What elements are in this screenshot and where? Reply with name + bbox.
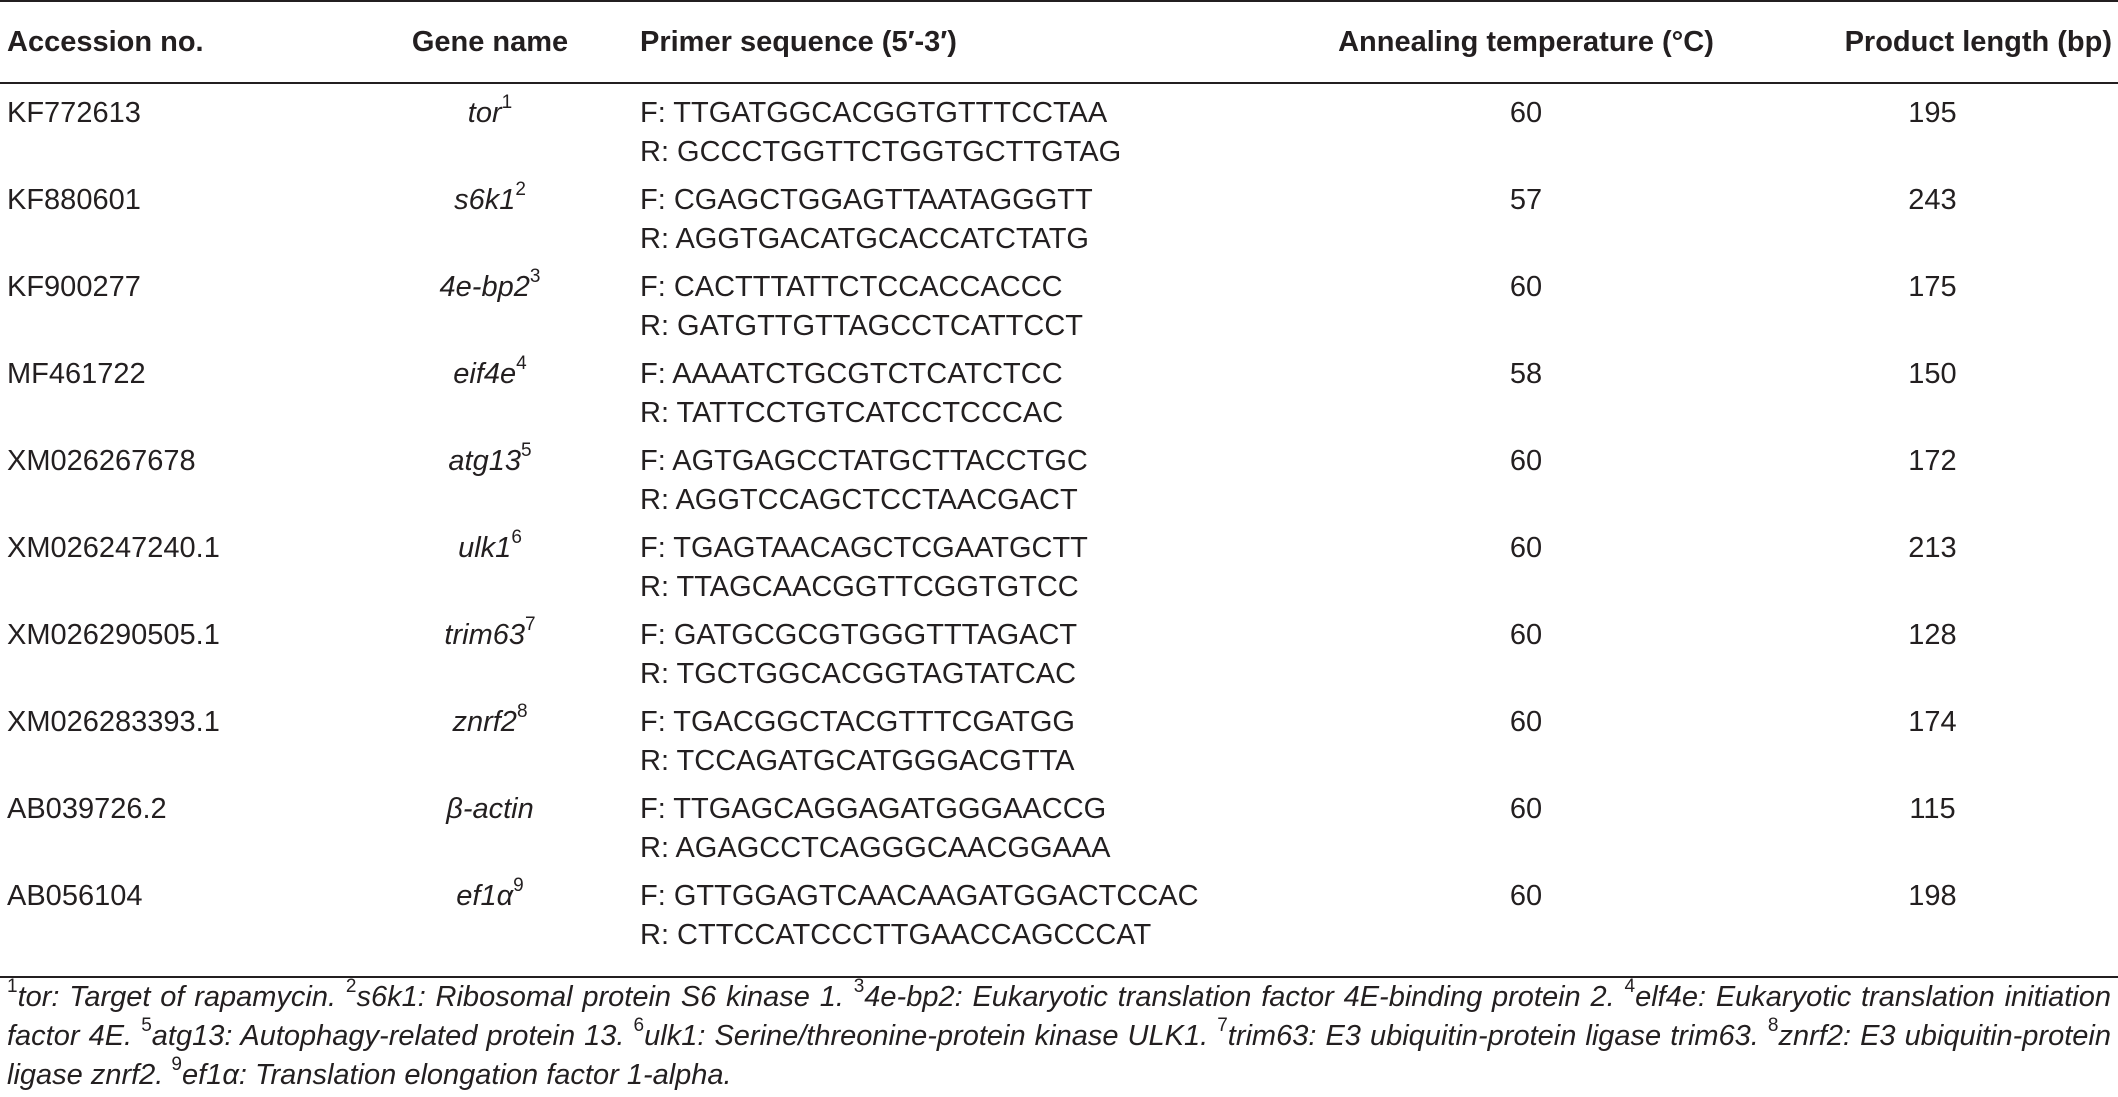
gene-name-text: tor xyxy=(467,97,502,129)
table-body xyxy=(0,83,2118,977)
gene-name-cell xyxy=(340,442,640,529)
header-annealing-temperature: Annealing temperature (°C) xyxy=(1338,25,1714,58)
footnote-text: ef1α: Translation elongation factor 1-alpha. xyxy=(182,1059,732,1091)
annealing-temperature-cell: 60 xyxy=(1509,619,1543,651)
annealing-temperature-cell: 60 xyxy=(1509,706,1543,738)
primer-sequence-cell xyxy=(640,442,1305,529)
forward-primer: F: TGAGTAACAGCTCGAATGCTT xyxy=(640,532,1088,564)
header-row xyxy=(0,1,2118,83)
reverse-primer: R: GCCCTGGTTCTGGTGCTTGTAG xyxy=(640,136,1122,168)
footnote-marker: 8 xyxy=(516,701,528,723)
gene-name-text: ulk1 xyxy=(458,532,512,564)
annealing-temperature-cell: 58 xyxy=(1509,358,1543,390)
footnote-entry xyxy=(853,976,1615,1013)
gene-name-cell xyxy=(340,181,640,268)
footnote-marker: 1 xyxy=(501,92,513,114)
forward-primer: F: TTGAGCAGGAGATGGGAACCG xyxy=(640,793,1107,825)
header-gene-name: Gene name xyxy=(411,25,569,58)
forward-primer: F: GTTGGAGTCAACAAGATGGACTCCAC xyxy=(640,880,1199,912)
table-row xyxy=(0,616,2118,703)
footnote-number: 1 xyxy=(7,976,18,998)
primer-sequence-cell xyxy=(640,529,1305,616)
footnote-number: 7 xyxy=(1217,1015,1228,1037)
reverse-primer: R: AGGTCCAGCTCCTAACGACT xyxy=(640,484,1078,516)
gene-name-text: ef1α xyxy=(456,880,514,912)
accession-cell: XM026267678 xyxy=(7,445,196,477)
footnote-entry xyxy=(171,1054,732,1091)
footnote-entry xyxy=(345,976,844,1013)
product-length-cell: 198 xyxy=(1908,880,1957,912)
gene-name-text: eif4e xyxy=(453,358,517,390)
annealing-temperature-cell: 60 xyxy=(1509,271,1543,303)
gene-name xyxy=(452,701,528,738)
footnote-marker: 4 xyxy=(516,353,527,375)
forward-primer: F: AAAATCTGCGTCTCATCTCC xyxy=(640,358,1063,390)
table-row xyxy=(0,442,2118,529)
gene-name-text: s6k1 xyxy=(454,184,516,216)
footnote-marker: 2 xyxy=(515,179,526,201)
footnote-marker: 3 xyxy=(529,266,541,288)
footnote-marker: 6 xyxy=(511,527,522,549)
product-length-cell: 172 xyxy=(1908,445,1957,477)
gene-name xyxy=(439,266,541,303)
gene-name xyxy=(453,353,527,390)
accession-cell: XM026283393.1 xyxy=(7,706,220,738)
annealing-temperature-cell: 60 xyxy=(1509,97,1543,129)
product-length-cell: 213 xyxy=(1908,532,1957,564)
footnote-number: 5 xyxy=(141,1015,152,1037)
gene-name xyxy=(454,179,526,216)
header-product-length: Product length (bp) xyxy=(1844,25,2112,58)
forward-primer: F: TTGATGGCACGGTGTTTCCTAA xyxy=(640,97,1108,129)
footnote-number: 8 xyxy=(1767,1015,1779,1037)
reverse-primer: R: AGGTGACATGCACCATCTATG xyxy=(640,223,1089,255)
table-row xyxy=(0,703,2118,790)
footnote-text: 4e-bp2: Eukaryotic translation factor 4E-binding protein 2. xyxy=(864,981,1615,1013)
table-row xyxy=(0,268,2118,355)
gene-name xyxy=(448,440,532,477)
table-row xyxy=(0,790,2118,877)
table-footnote xyxy=(7,978,2111,1095)
table-header xyxy=(0,1,2118,83)
primer-sequence-cell xyxy=(640,355,1305,442)
gene-name-cell xyxy=(340,529,640,616)
footnote-marker: 7 xyxy=(525,614,536,636)
footnote-number: 4 xyxy=(1624,976,1636,998)
forward-primer: F: TGACGGCTACGTTTCGATGG xyxy=(640,706,1075,738)
primer-sequence-cell xyxy=(640,616,1305,703)
forward-primer: F: AGTGAGCCTATGCTTACCTGC xyxy=(640,445,1088,477)
annealing-temperature-cell: 60 xyxy=(1509,532,1543,564)
accession-cell: KF880601 xyxy=(7,184,141,216)
footnote-entry xyxy=(1217,1015,1759,1052)
gene-name-cell xyxy=(340,703,640,790)
gene-name-text: atg13 xyxy=(448,445,521,477)
gene-name-text: 4e-bp2 xyxy=(439,271,530,303)
product-length-cell: 175 xyxy=(1908,271,1957,303)
footnote-entry xyxy=(7,976,337,1013)
footnote-number: 6 xyxy=(633,1015,645,1037)
accession-cell: AB039726.2 xyxy=(7,793,167,825)
accession-cell: XM026290505.1 xyxy=(7,619,220,651)
footnote-marker: 9 xyxy=(513,875,524,897)
primer-sequence-cell xyxy=(640,877,1305,977)
gene-name-cell xyxy=(340,355,640,442)
table-row xyxy=(0,181,2118,268)
footnote-text: trim63: E3 ubiquitin-protein ligase trim63. xyxy=(1227,1020,1759,1052)
annealing-temperature-cell: 60 xyxy=(1509,445,1543,477)
product-length-cell: 195 xyxy=(1908,97,1957,129)
forward-primer: F: GATGCGCGTGGGTTTAGACT xyxy=(640,619,1078,651)
reverse-primer: R: AGAGCCTCAGGGCAACGGAAA xyxy=(640,832,1111,864)
table-row xyxy=(0,355,2118,442)
footnote-entry xyxy=(141,1015,625,1052)
footnote-text: s6k1: Ribosomal protein S6 kinase 1. xyxy=(356,981,844,1013)
footnote-text: elf4e: Eukaryotic translation initiation factor 4E. xyxy=(7,981,2112,1052)
table-row xyxy=(0,529,2118,616)
accession-cell: AB056104 xyxy=(7,880,143,912)
primer-sequence-cell xyxy=(640,268,1305,355)
footnote-number: 3 xyxy=(853,976,865,998)
gene-name-cell xyxy=(340,268,640,355)
product-length-cell: 243 xyxy=(1908,184,1957,216)
forward-primer: F: CACTTTATTCTCCACCACCC xyxy=(640,271,1063,303)
footnote-entry xyxy=(633,1015,1209,1052)
reverse-primer: R: TCCAGATGCATGGGACGTTA xyxy=(640,745,1075,777)
forward-primer: F: CGAGCTGGAGTTAATAGGGTT xyxy=(640,184,1093,216)
footnote-marker: 5 xyxy=(521,440,532,462)
accession-cell: KF900277 xyxy=(7,271,141,303)
gene-name xyxy=(456,875,524,912)
primer-sequence-cell xyxy=(640,703,1305,790)
primer-sequence-cell xyxy=(640,790,1305,877)
footnote-text: tor: Target of rapamycin. xyxy=(17,981,337,1013)
footnote-text: znrf2: E3 ubiquitin-protein ligase znrf2. xyxy=(7,1020,2111,1091)
product-length-cell: 174 xyxy=(1908,706,1957,738)
footnote-text: ulk1: Serine/threonine-protein kinase ULK1. xyxy=(644,1020,1209,1052)
accession-cell: XM026247240.1 xyxy=(7,532,220,564)
footnote-number: 2 xyxy=(345,976,357,998)
gene-name-text: trim63 xyxy=(444,619,525,651)
header-primer-sequence: Primer sequence (5′-3′) xyxy=(640,25,957,58)
gene-name xyxy=(446,793,533,825)
gene-name-cell xyxy=(340,877,640,977)
gene-name xyxy=(444,614,536,651)
gene-name-cell xyxy=(340,616,640,703)
accession-cell: KF772613 xyxy=(7,97,141,129)
gene-name-cell xyxy=(340,83,640,181)
product-length-cell: 150 xyxy=(1908,358,1957,390)
reverse-primer: R: TTAGCAACGGTTCGGTGTCC xyxy=(640,571,1079,603)
reverse-primer: R: TATTCCTGTCATCCTCCCAC xyxy=(640,397,1064,429)
primer-sequence-cell xyxy=(640,83,1305,181)
product-length-cell: 128 xyxy=(1908,619,1957,651)
gene-name-text: β-actin xyxy=(446,793,534,825)
header-accession: Accession no. xyxy=(7,25,204,58)
reverse-primer: R: TGCTGGCACGGTAGTATCAC xyxy=(640,658,1077,690)
reverse-primer: R: GATGTTGTTAGCCTCATTCCT xyxy=(640,310,1084,342)
primer-sequence-cell xyxy=(640,181,1305,268)
accession-cell: MF461722 xyxy=(7,358,146,390)
reverse-primer: R: CTTCCATCCCTTGAACCAGCCCAT xyxy=(640,919,1152,951)
gene-name-text: znrf2 xyxy=(452,706,517,738)
annealing-temperature-cell: 57 xyxy=(1509,184,1543,216)
gene-name xyxy=(467,92,513,129)
annealing-temperature-cell: 60 xyxy=(1509,793,1543,825)
product-length-cell: 115 xyxy=(1909,793,1956,825)
table-row xyxy=(0,83,2118,181)
gene-name-cell xyxy=(340,790,640,877)
gene-name xyxy=(458,527,522,564)
footnote-text: atg13: Autophagy-related protein 13. xyxy=(151,1020,625,1052)
annealing-temperature-cell: 60 xyxy=(1509,880,1543,912)
table-row xyxy=(0,877,2118,977)
footnote-number: 9 xyxy=(171,1054,182,1076)
